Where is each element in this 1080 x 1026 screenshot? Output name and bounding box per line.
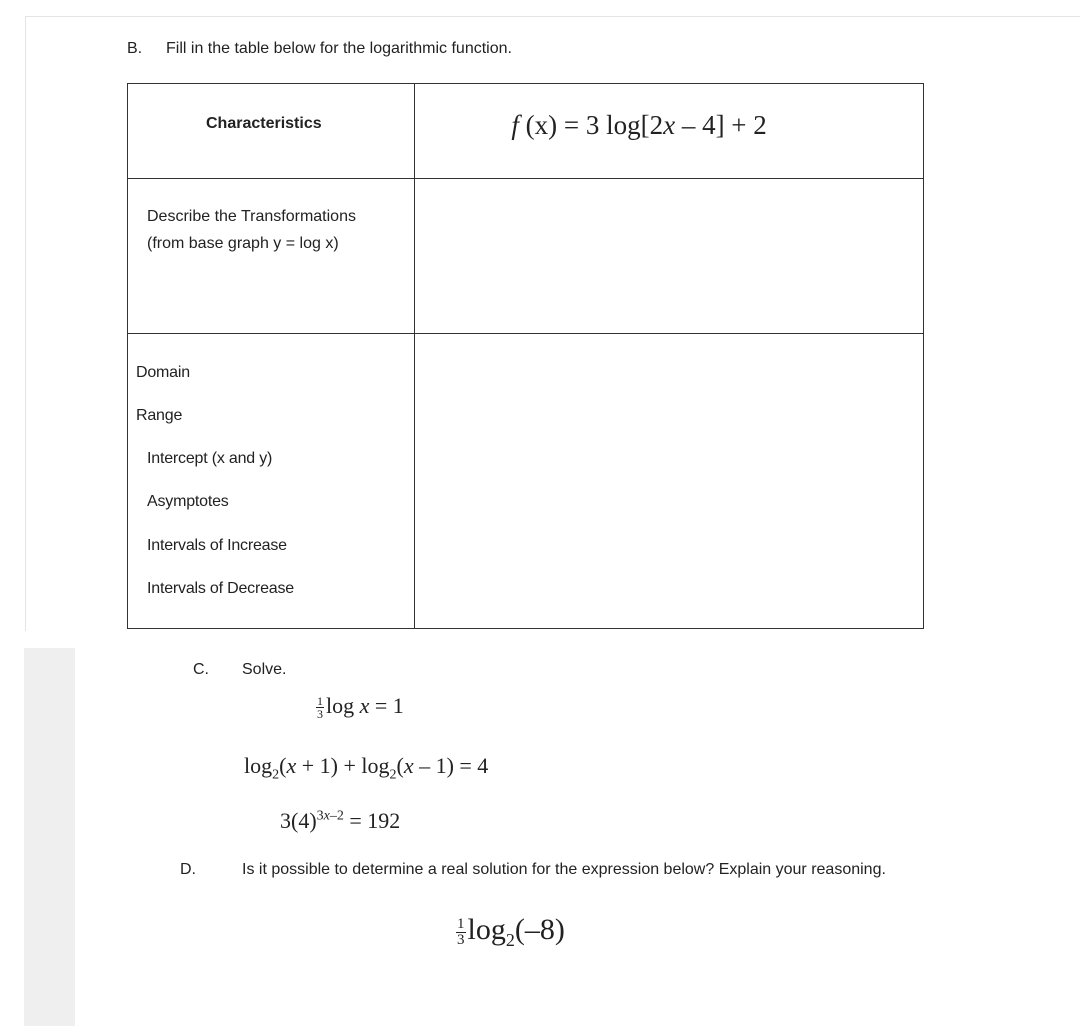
asymptotes-label: Asymptotes [147,493,229,510]
properties-answer-cell[interactable] [415,334,924,629]
section-b-letter: B. [127,40,143,57]
section-b-instruction: Fill in the table below for the logarithmic function. [166,40,512,57]
fraction-one-third-d: $\frac{1}{3}$ [457,915,465,948]
range-label: Range [136,407,183,424]
expression-d: $\frac{1}{3}$ $\log_2(-8)$ [457,913,565,950]
section-d-letter: D. [180,861,196,878]
properties-label-cell [128,334,415,629]
header-characteristics-cell [128,84,415,179]
intercept-label: Intercept (x and y) [147,450,273,467]
section-c-label: Solve. [242,661,287,678]
section-c-letter: C. [193,661,209,678]
table-row-properties [128,334,924,629]
transformations-sublabel: (from base graph y = log x) [147,235,339,252]
header-characteristics: Characteristics [206,115,322,132]
side-panel [24,648,75,1026]
header-function-cell [415,84,924,179]
transformations-label: Describe the Transformations [147,208,356,225]
equation-1: $\frac{1}{3}$ log x = 1 [317,693,404,722]
intervals-increase-label: Intervals of Increase [147,537,287,554]
page-left-edge [25,16,26,631]
characteristics-table [127,83,924,629]
equation-2: $\log_2(x + 1) + \log_2(x - 1) = 4$ [244,753,489,783]
equation-3: $3(4)^{3x-2} = 192$ [280,808,401,833]
header-function: f (x) = 3 log[2x – 4] + 2 [511,110,767,140]
transformations-label-cell [128,179,415,334]
transformations-answer-cell[interactable] [415,179,924,334]
section-d-question: Is it possible to determine a real solution for the expression below? Explain your reasoning. [242,861,886,878]
page-top-edge [26,16,1080,17]
intervals-decrease-label: Intervals of Decrease [147,580,294,597]
domain-label: Domain [136,364,190,381]
fraction-one-third: $\frac{1}{3}$ [317,694,323,722]
table-header-row [128,84,924,179]
table-row-transformations [128,179,924,334]
